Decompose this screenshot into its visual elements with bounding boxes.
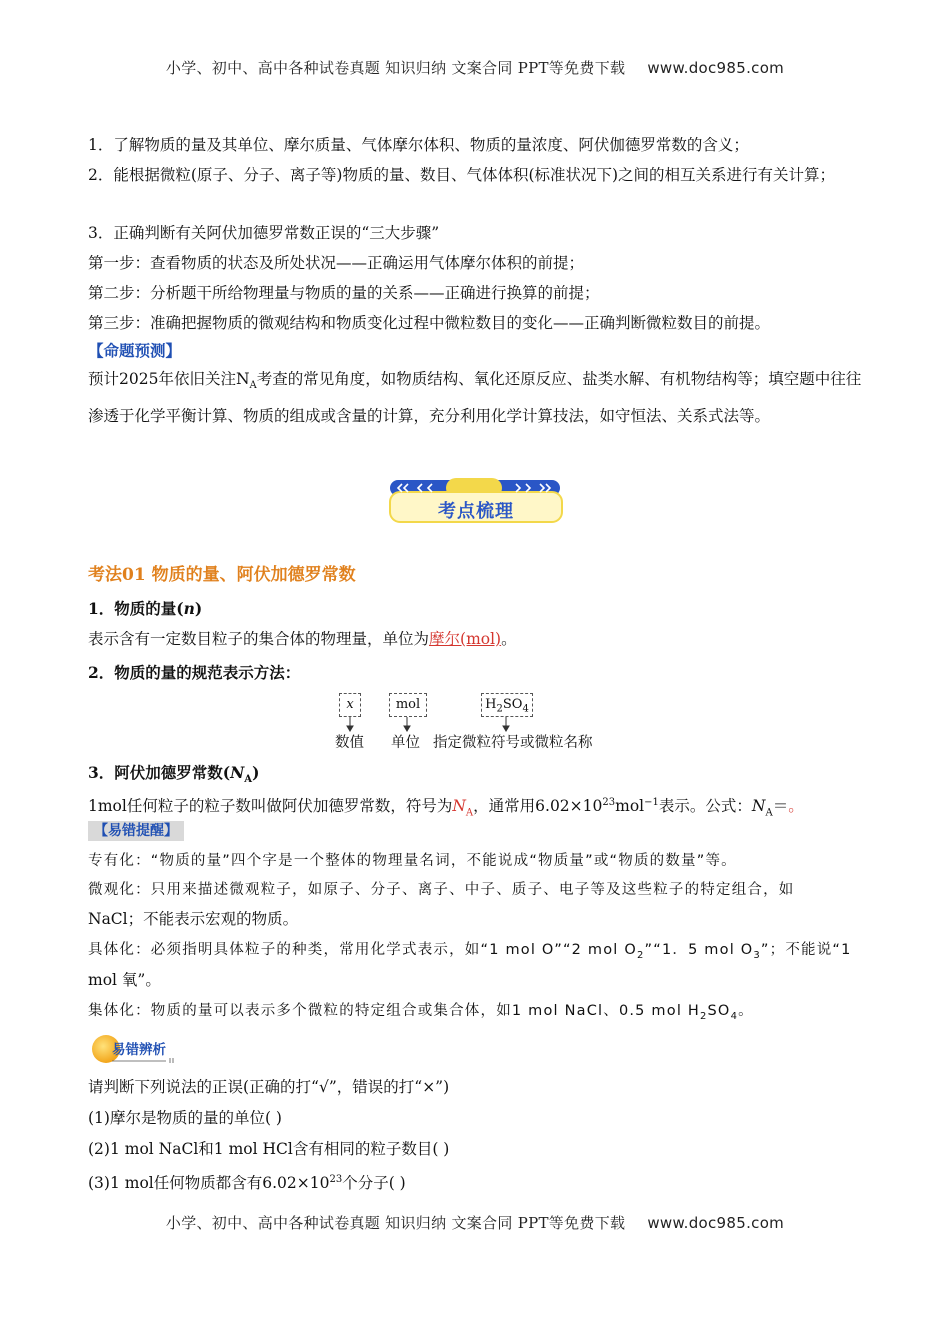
h1-suffix: )	[194, 599, 203, 618]
tip-l3a: 具体化：必须指明具体粒子的种类，常用化学式表示，如“1 mol O”“2 mol O	[88, 942, 637, 958]
objective-2: 2．能根据微粒(原子、分子、离子等)物质的量、数目、气体体积(标准状况下)之间的相互关系进行有关计算；	[88, 166, 836, 184]
tip-l4-sub1: 2	[699, 1010, 708, 1022]
prediction-text-a: 预计2025年依旧关注N	[88, 370, 250, 388]
p3-sym-sub: A	[465, 807, 474, 819]
definition-paragraph	[88, 624, 868, 654]
question-3	[88, 1165, 868, 1198]
banner-title: 考点梳理	[438, 501, 514, 522]
avogadro-paragraph	[88, 788, 868, 828]
question-2: (2)1 mol NaCl和1 mol HCl含有相同的粒子数目( )	[88, 1140, 450, 1158]
prediction-sub: A	[249, 380, 257, 392]
p3-formula-sub: A	[765, 807, 773, 819]
p3-formula-answer: 。	[788, 797, 804, 816]
header-site-link[interactable]: www.doc985.com	[647, 59, 785, 77]
h3-suffix: )	[252, 763, 260, 782]
prediction-text	[88, 364, 868, 431]
p1-text: 表示含有一定数目粒子的集合体的物理量，单位为	[88, 630, 430, 648]
p3-sym: N	[452, 797, 466, 816]
box3-sub1: 2	[496, 703, 503, 715]
badge-text: 易错辨析	[112, 1042, 166, 1058]
unit-box: mol	[389, 693, 427, 717]
tip-l4b: SO	[707, 1003, 731, 1019]
h1-var: n	[183, 599, 195, 618]
step-2: 第二步：分析题干所给物理量与物质的量的关系——正确进行换算的前提；	[88, 284, 600, 302]
header-text: 小学、初中、高中各种试卷真题 知识归纳 文案合同 PPT等免费下载	[165, 59, 626, 77]
prediction-title: 【命题预测】	[88, 341, 182, 360]
p3-sup: 23	[602, 797, 616, 808]
q3b: 个分子( )	[342, 1174, 406, 1193]
mol-unit-answer: 摩尔(mol)	[429, 630, 502, 648]
tip-l4c: 。	[738, 1003, 754, 1019]
objective-1: 1．了解物质的量及其单位、摩尔质量、气体摩尔体积、物质的量浓度、阿伏伽德罗常数的含义；	[88, 136, 749, 154]
tip-l3-sub2: 3	[753, 949, 761, 961]
heading-notation: 2．物质的量的规范表示方法：	[88, 663, 301, 682]
tip-line-2: 微观化：只用来描述微观粒子，如原子、分子、离子、中子、质子、电子等及这些粒子的特定组合，如	[88, 882, 795, 898]
h1-prefix: 1．物质的量(	[88, 599, 184, 618]
value-label: 数值	[335, 735, 364, 751]
tip-l4-sub2: 4	[730, 1010, 739, 1022]
prediction-text-b: 考查的常见角度，如物质结构、氧化还原反应、盐类水解、有机物结构等；填空题中往往渗透于化学平衡计算、物质的组成或含量的计算，充分利用化学计算技法，如守恒法、关系式法等。	[88, 370, 862, 426]
particle-label: 指定微粒符号或微粒名称	[433, 735, 593, 751]
particle-box	[481, 693, 533, 717]
p1-end: 。	[501, 630, 517, 648]
p3-b: ，通常用6.02×10	[473, 797, 603, 816]
step-3: 第三步：准确把握物质的微观结构和物质变化过程中微粒数目的变化——正确判断微粒数目的前提。	[88, 314, 771, 332]
objective-3: 3．正确判断有关阿伏加德罗常数正误的“三大步骤”	[88, 224, 440, 242]
q3a: (3)1 mol任何物质都含有6.02×10	[88, 1174, 330, 1193]
notation-diagram	[335, 693, 610, 751]
h3-prefix: 3．阿伏加德罗常数(	[88, 763, 231, 782]
box3-main: H	[485, 697, 497, 712]
analysis-badge	[88, 1034, 180, 1064]
box3-sub2: 4	[522, 703, 529, 715]
p3-a: 1mol任何粒子的粒子数叫做阿伏加德罗常数，符号为	[88, 797, 453, 816]
tip-l4a: 集体化：物质的量可以表示多个微粒的特定组合或集合体，如1 mol NaCl、0.5 mol H	[88, 1003, 700, 1019]
section-title: 考法01 物质的量、阿伏加德罗常数	[88, 565, 356, 585]
tip-line-4	[88, 996, 868, 1032]
p3-formula-eq: ＝	[772, 797, 789, 816]
tip-l3b: ”“1．5 mol O	[644, 942, 754, 958]
h3-var: N	[230, 763, 245, 782]
p3-formula-n: N	[751, 797, 766, 816]
step-1: 第一步：查看物质的状态及所处状况——正确运用气体摩尔体积的前提；	[88, 254, 585, 272]
tip-l3c: ”；不能说“1	[760, 942, 852, 958]
h3-sub: A	[244, 774, 253, 786]
box3-mid: SO	[502, 697, 523, 712]
p3-c: mol	[615, 797, 645, 816]
q3-sup: 23	[329, 1174, 343, 1185]
section-banner	[388, 478, 564, 524]
p3-sup2: −1	[644, 797, 659, 808]
value-box: x	[339, 693, 361, 717]
tip-line-2b: NaCl；不能表示宏观的物质。	[88, 910, 299, 928]
heading-amount-of-substance	[88, 594, 868, 624]
footer-site-link[interactable]: www.doc985.com	[647, 1214, 785, 1232]
page-header	[0, 57, 950, 78]
tip-line-3b: mol 氧”。	[88, 971, 161, 989]
footer-text: 小学、初中、高中各种试卷真题 知识归纳 文案合同 PPT等免费下载	[165, 1214, 626, 1232]
tip-line-1: 专有化：“物质的量”四个字是一个整体的物理量名词，不能说成“物质量”或“物质的数量”等。	[88, 853, 737, 869]
page-footer	[0, 1212, 950, 1233]
tip-l3-sub1: 2	[636, 949, 645, 961]
unit-label: 单位	[391, 735, 420, 751]
p3-d: 表示。公式：	[658, 797, 752, 816]
tip-label: 【易错提醒】	[88, 821, 184, 841]
analysis-intro: 请判断下列说法的正误(正确的打“√”，错误的打“×”)	[88, 1078, 450, 1096]
question-1: (1)摩尔是物质的量的单位( )	[88, 1109, 282, 1127]
